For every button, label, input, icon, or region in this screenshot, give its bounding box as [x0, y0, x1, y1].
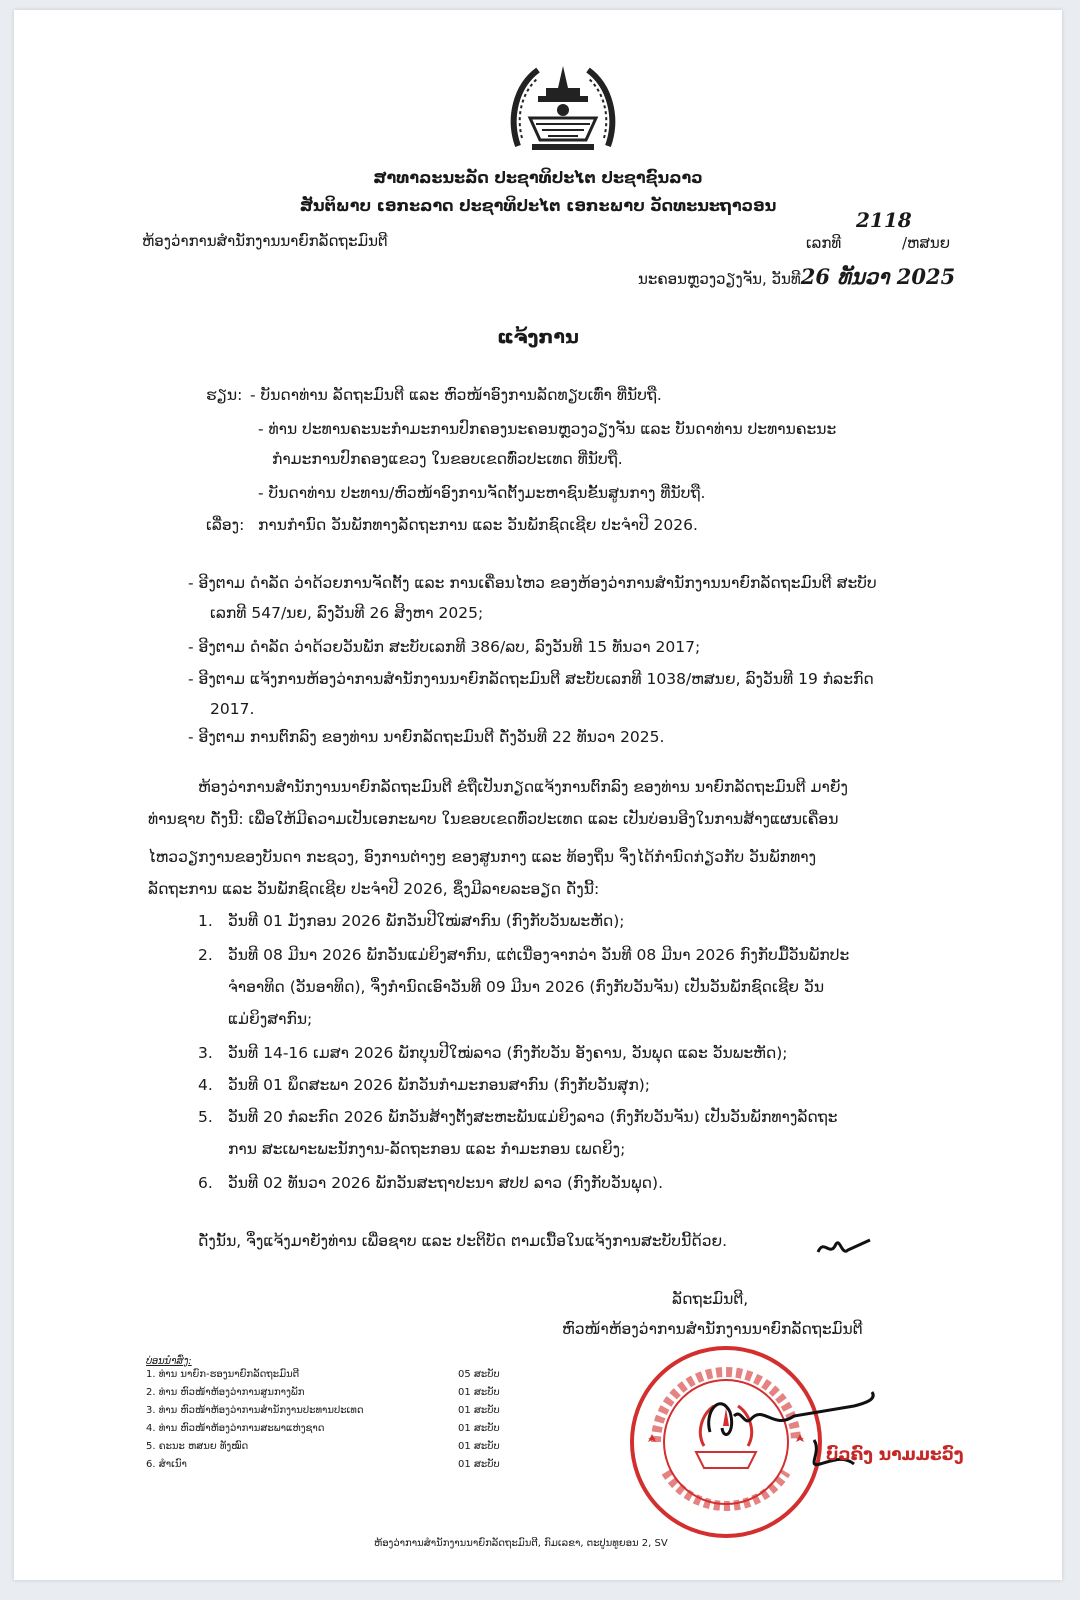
recipient-line: ກຳມະການປົກຄອງແຂວງ ໃນຂອບເຂດທົ່ວປະເທດ ທີ່ນັບຖື. [272, 450, 623, 468]
date-prefix: ນະຄອນຫຼວງວຽງຈັນ, ວັນທີ [638, 270, 801, 288]
list-item [146, 1369, 526, 1387]
holiday-number: 5. [198, 1108, 213, 1126]
reference-prefix: ເລກທີ [806, 234, 842, 252]
holiday-line: ແມ່ຍິງສາກົນ; [228, 1010, 313, 1028]
holiday-number: 1. [198, 912, 213, 930]
distribution-count: 01 ສະບັບ [458, 1387, 500, 1398]
body-line: ລັດຖະການ ແລະ ວັນພັກຊົດເຊີຍ ປະຈຳປີ 2026, ຊຶ່ງມີລາຍລະອຽດ ດັ່ງນີ້: [148, 880, 600, 898]
list-item [146, 1441, 526, 1459]
body-line: ທ່ານຊາບ ດັ່ງນີ້: ເພື່ອໃຫ້ມີຄວາມເປັນເອກະພາບ ໃນຂອບເຂດທົ່ວປະເທດ ແລະ ເປັນບ່ອນອີງໃນການສ້າງແຜນເຄື່ອນ [148, 810, 839, 828]
list-item [146, 1423, 526, 1441]
handwritten-signature-icon [694, 1372, 894, 1482]
reference-line: - ອີງຕາມ ແຈ້ງການຫ້ອງວ່າການສຳນັກງານນາຍົກລັດຖະມົນຕີ ສະບັບເລກທີ 1038/ຫສນຍ, ລົງວັນທີ 19 ກໍລະກົດ [188, 670, 874, 688]
footer-address: ຫ້ອງວ່າການສຳນັກງານນາຍົກລັດຖະມົນຕີ, ກົມເລຂາ, ຕະປູນທູຍອນ 2, SV [374, 1538, 668, 1549]
distribution-list [146, 1356, 526, 1477]
reference-line: - ອີງຕາມ ດຳລັດ ວ່າດ້ວຍວັນພັກ ສະບັບເລກທີ 386/ລບ, ລົງວັນທີ 15 ທັນວາ 2017; [188, 638, 701, 656]
reference-suffix: /ຫສນຍ [902, 234, 951, 252]
distribution-count: 01 ສະບັບ [458, 1459, 500, 1470]
reference-line: ເລກທີ 547/ນຍ, ລົງວັນທີ 26 ສິງຫາ 2025; [210, 604, 484, 622]
reference-line: 2017. [210, 700, 255, 718]
reference-number-handwritten: 2118 [856, 208, 912, 232]
reference-number [806, 208, 912, 252]
subject-text: ການກຳນົດ ວັນພັກທາງລັດຖະການ ແລະ ວັນພັກຊົດເຊີຍ ປະຈຳປີ 2026. [258, 516, 698, 534]
holiday-line: ການ ສະເພາະພະນັກງານ-ລັດຖະກອນ ແລະ ກຳມະກອນ ເພດຍິງ; [228, 1140, 626, 1158]
distribution-label: 4. ທ່ານ ຫົວໜ້າຫ້ອງວ່າການສະພາແຫ່ງຊາດ [146, 1423, 325, 1434]
holiday-line: ຈຳອາທິດ (ວັນອາທິດ), ຈຶ່ງກຳນົດເອົາວັນທີ 09 ມີນາ 2026 (ກົງກັບວັນຈັນ) ເປັນວັນພັກຊົດເຊີຍ ວັນ [228, 978, 825, 996]
recipient-line: - ບັນດາທ່ານ ລັດຖະມົນຕີ ແລະ ຫົວໜ້າອົງການລັດທຽບເທົ່າ ທີ່ນັບຖື. [250, 386, 662, 404]
document-title: ແຈ້ງການ [497, 326, 579, 348]
distribution-label: 5. ຄະນະ ຫສນຍ ທັງໝົດ [146, 1441, 249, 1452]
body-line: ຫ້ອງວ່າການສຳນັກງານນາຍົກລັດຖະມົນຕີ ຂໍຖືເປັນກຽດແຈ້ງການຕົກລົງ ຂອງທ່ານ ນາຍົກລັດຖະມົນຕີ ມາຍັງ [198, 778, 849, 796]
recipient-line: - ທ່ານ ປະທານຄະນະກຳມະການປົກຄອງນະຄອນຫຼວງວຽງຈັນ ແລະ ບັນດາທ່ານ ປະທານຄະນະ [258, 420, 837, 438]
initial-signature-icon [814, 1232, 874, 1262]
holiday-line: ວັນທີ 01 ມັງກອນ 2026 ພັກວັນປີໃໝ່ສາກົນ (ກົງກັບວັນພະຫັດ); [228, 912, 625, 930]
holiday-line: ວັນທີ 01 ພຶດສະພາ 2026 ພັກວັນກຳມະກອນສາກົນ (ກົງກັບວັນສຸກ); [228, 1076, 650, 1094]
distribution-count: 01 ສະບັບ [458, 1441, 500, 1452]
country-name: ສາທາລະນະລັດ ປະຊາທິປະໄຕ ປະຊາຊົນລາວ [373, 168, 703, 187]
signature-title: ລັດຖະມົນຕີ, [672, 1290, 749, 1308]
holiday-number: 6. [198, 1174, 213, 1192]
list-item [146, 1459, 526, 1477]
reference-line: - ອີງຕາມ ການຕົກລົງ ຂອງທ່ານ ນາຍົກລັດຖະມົນຕີ ດັ່ງວັນທີ 22 ທັນວາ 2025. [188, 728, 665, 746]
holiday-number: 3. [198, 1044, 213, 1062]
holiday-line: ວັນທີ 20 ກໍລະກົດ 2026 ພັກວັນສ້າງຕັ້ງສະຫະພັນແມ່ຍິງລາວ (ກົງກັບວັນຈັນ) ເປັນວັນພັກທາງລັດຖະ [228, 1108, 838, 1126]
holiday-number: 4. [198, 1076, 213, 1094]
subject-label: ເລື່ອງ: [206, 516, 245, 534]
holiday-line: ວັນທີ 08 ມີນາ 2026 ພັກວັນແມ່ຍິງສາກົນ, ແຕ່ເນື່ອງຈາກວ່າ ວັນທີ 08 ມີນາ 2026 ກົງກັບມື້ວັນພັກປະ [228, 946, 850, 964]
body-line: ໄຫວວຽກງານຂອງບັນດາ ກະຊວງ, ອົງການຕ່າງໆ ຂອງສູນກາງ ແລະ ທ້ອງຖິ່ນ ຈຶ່ງໄດ້ກຳນົດກ່ຽວກັບ ວັນພັກທາງ [148, 848, 817, 866]
signatory-name: ບົວຄົງ ນາມມະວົງ [826, 1445, 964, 1465]
distribution-label: 1. ທ່ານ ນາຍົກ-ຮອງນາຍົກລັດຖະມົນຕີ [146, 1369, 300, 1380]
issuing-department: ຫ້ອງວ່າການສຳນັກງານນາຍົກລັດຖະມົນຕີ [142, 232, 388, 250]
list-item [146, 1387, 526, 1405]
national-emblem-icon [508, 58, 618, 158]
holiday-number: 2. [198, 946, 213, 964]
distribution-count: 05 ສະບັບ [458, 1369, 500, 1380]
list-item [146, 1405, 526, 1423]
distribution-label: 2. ທ່ານ ຫົວໜ້າຫ້ອງວ່າການສູນກາງພັກ [146, 1387, 305, 1398]
distribution-count: 01 ສະບັບ [458, 1423, 500, 1434]
date-line [638, 264, 955, 289]
distribution-label: 3. ທ່ານ ຫົວໜ້າຫ້ອງວ່າການສຳນັກງານປະທານປະເທດ [146, 1405, 364, 1416]
reference-line: - ອີງຕາມ ດຳລັດ ວ່າດ້ວຍການຈັດຕັ້ງ ແລະ ການເຄື່ອນໄຫວ ຂອງຫ້ອງວ່າການສຳນັກງານນາຍົກລັດຖະມົນຕີ ສະບັບ [188, 574, 877, 592]
recipients-label: ຮຽນ: [206, 386, 243, 404]
signature-position: ຫົວໜ້າຫ້ອງວ່າການສຳນັກງານນາຍົກລັດຖະມົນຕີ [562, 1320, 863, 1338]
date-handwritten: 26 ທັນວາ 2025 [800, 264, 956, 289]
document-page [14, 10, 1062, 1580]
distribution-count: 01 ສະບັບ [458, 1405, 500, 1416]
recipient-line: - ບັນດາທ່ານ ປະທານ/ຫົວໜ້າອົງການຈັດຕັ້ງມະຫາຊົນຂັ້ນສູນກາງ ທີ່ນັບຖື. [258, 484, 706, 502]
holiday-line: ວັນທີ 14-16 ເມສາ 2026 ພັກບຸນປີໃໝ່ລາວ (ກົງກັບວັນ ອັງຄານ, ວັນພຸດ ແລະ ວັນພະຫັດ); [228, 1044, 788, 1062]
national-motto: ສັນຕິພາບ ເອກະລາດ ປະຊາທິປະໄຕ ເອກະພາບ ວັດທະນະຖາວອນ [299, 196, 777, 215]
distribution-label: 6. ສຳເນົາ [146, 1459, 187, 1470]
holiday-line: ວັນທີ 02 ທັນວາ 2026 ພັກວັນສະຖາປະນາ ສປປ ລາວ (ກົງກັບວັນພຸດ). [228, 1174, 663, 1192]
closing-text: ດັ່ງນັ້ນ, ຈຶ່ງແຈ້ງມາຍັງທ່ານ ເພື່ອຊາບ ແລະ ປະຕິບັດ ຕາມເນື້ອໃນແຈ້ງການສະບັບນີ້ດ້ວຍ. [198, 1232, 728, 1250]
distribution-heading: ບ່ອນນຳສົ່ງ: [146, 1356, 192, 1367]
